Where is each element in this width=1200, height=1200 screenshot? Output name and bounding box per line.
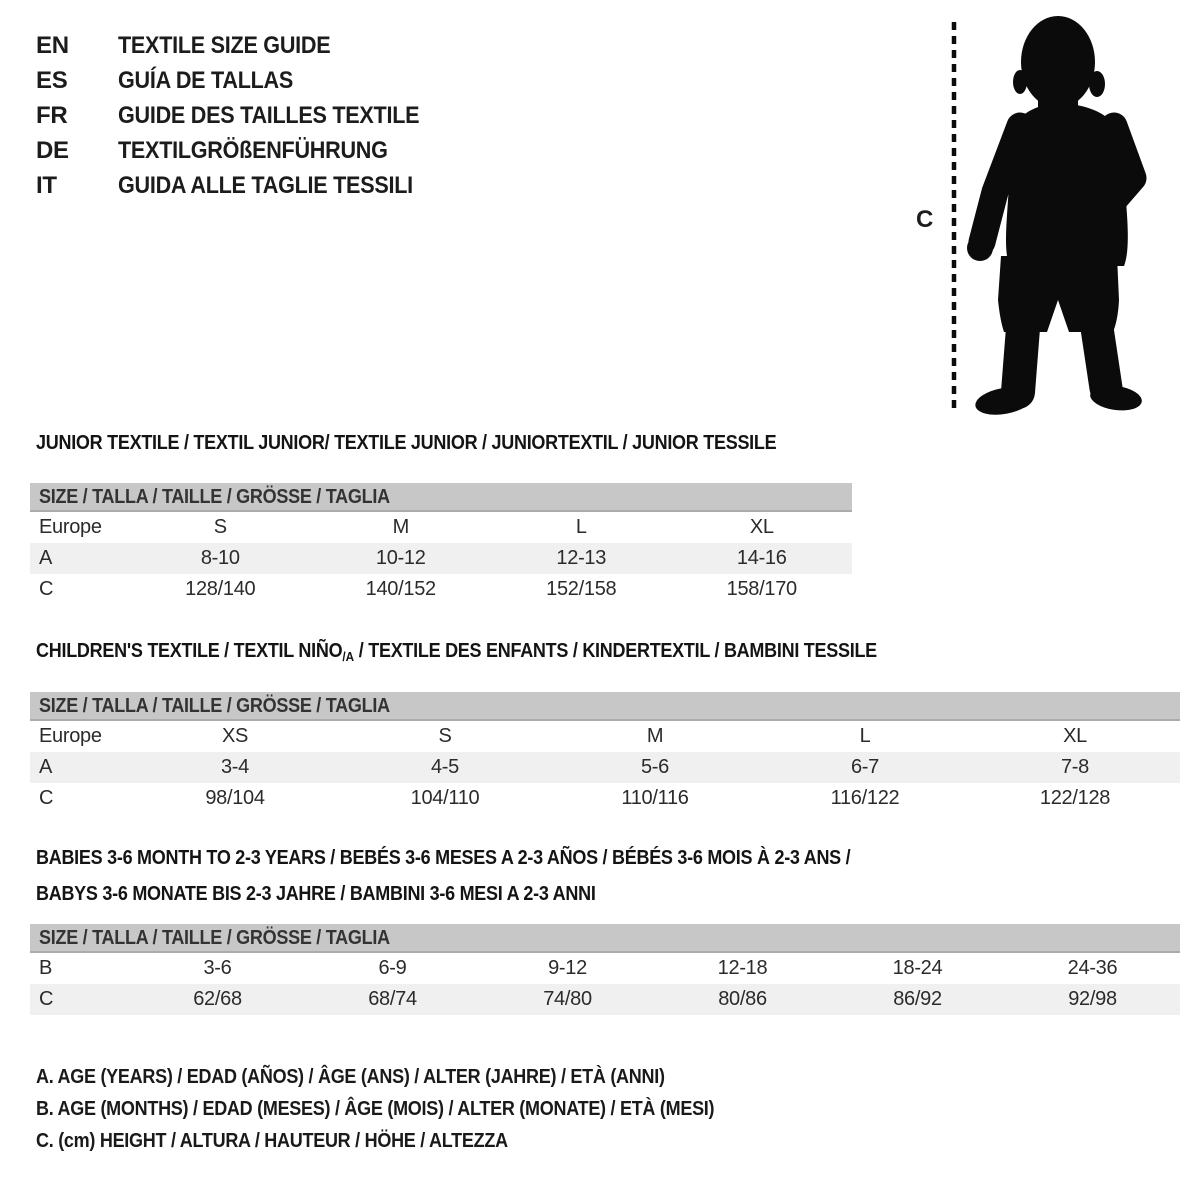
- size-cell: 7-8: [1060, 756, 1089, 778]
- size-cell: XL: [749, 516, 774, 538]
- size-cell: 6-7: [850, 756, 879, 778]
- language-code: EN: [36, 31, 69, 59]
- row-label: Europe: [39, 725, 102, 747]
- toddler-silhouette: [967, 16, 1143, 419]
- figure-graphic: [900, 0, 1200, 440]
- table-row: [30, 512, 852, 543]
- size-cell: XL: [1063, 725, 1087, 747]
- row-label: B: [39, 957, 53, 979]
- babies-size-header: SIZE / TALLA / TAILLE / GRÖSSE / TAGLIA: [30, 924, 1180, 953]
- table-row: [30, 543, 852, 574]
- language-row: [36, 98, 453, 133]
- table-row: [30, 752, 1180, 783]
- children-section-title: CHILDREN'S TEXTILE / TEXTIL $NIÑO_{/A}$ / TEXTILE DES ENFANTS / KINDERTEXTIL / BAMBINI TESSILE: [36, 640, 877, 664]
- size-cell: 12-18: [717, 957, 768, 979]
- size-cell: 86/92: [893, 988, 942, 1010]
- height-measure-label: C: [916, 206, 934, 233]
- junior-section-title: JUNIOR TEXTILE / TEXTIL JUNIOR/ TEXTILE JUNIOR / JUNIORTEXTIL / JUNIOR TESSILE: [36, 432, 777, 454]
- size-cell: M: [392, 516, 409, 538]
- language-code: ES: [36, 66, 68, 94]
- row-label: C: [39, 578, 54, 600]
- table-row: [30, 953, 1180, 984]
- row-label: C: [39, 787, 54, 809]
- size-cell: 62/68: [193, 988, 242, 1010]
- table-row: [30, 574, 852, 605]
- measure-legend: [36, 1066, 790, 1162]
- size-cell: 116/122: [830, 787, 900, 809]
- size-cell: 14-16: [736, 547, 787, 569]
- size-cell: 98/104: [205, 787, 265, 809]
- row-label: A: [39, 756, 53, 778]
- size-cell: 12-13: [556, 547, 607, 569]
- row-label: A: [39, 547, 53, 569]
- size-cell: S: [213, 516, 227, 538]
- size-cell: 10-12: [375, 547, 426, 569]
- size-cell: 8-10: [200, 547, 240, 569]
- size-cell: 3-4: [220, 756, 249, 778]
- size-cell: 9-12: [548, 957, 587, 979]
- legend-line-b: B. AGE (MONTHS) / EDAD (MESES) / ÂGE (MOIS) / ALTER (MONATE) / ETÀ (MESI): [36, 1098, 715, 1120]
- language-row: [36, 133, 453, 168]
- size-cell: 110/116: [621, 787, 689, 809]
- size-cell: 4-5: [430, 756, 459, 778]
- row-label: C: [39, 988, 54, 1010]
- size-cell: L: [859, 725, 871, 747]
- legend-line-a: A. AGE (YEARS) / EDAD (AÑOS) / ÂGE (ANS) / ALTER (JAHRE) / ETÀ (ANNI): [36, 1066, 665, 1088]
- table-row: [30, 984, 1180, 1015]
- language-row: [36, 168, 453, 203]
- language-code: DE: [36, 136, 69, 164]
- size-cell: 5-6: [640, 756, 669, 778]
- babies-section-title-line1: BABIES 3-6 MONTH TO 2-3 YEARS / BEBÉS 3-6 MESES A 2-3 AÑOS / BÉBÉS 3-6 MOIS À 2-3 ANS /: [36, 847, 851, 869]
- children-size-table: [30, 692, 1180, 814]
- junior-size-table: [30, 483, 852, 605]
- size-cell: 152/158: [546, 578, 617, 600]
- junior-size-header: SIZE / TALLA / TAILLE / GRÖSSE / TAGLIA: [30, 483, 852, 512]
- size-cell: 92/98: [1068, 988, 1117, 1010]
- row-label: Europe: [39, 516, 102, 538]
- language-title: GUIDE DES TAILLES TEXTILE: [118, 101, 420, 129]
- size-cell: 80/86: [718, 988, 767, 1010]
- title-subscript: /A: [342, 649, 355, 664]
- size-cell: S: [438, 725, 452, 747]
- table-row: [30, 721, 1180, 752]
- legend-line-c: C. (cm) HEIGHT / ALTURA / HAUTEUR / HÖHE / ALTEZZA: [36, 1130, 508, 1152]
- language-title: TEXTILGRÖßENFÜHRUNG: [118, 136, 388, 164]
- size-cell: 128/140: [185, 578, 256, 600]
- language-title: GUÍA DE TALLAS: [118, 66, 294, 94]
- size-cell: 3-6: [203, 957, 232, 979]
- babies-size-table: [30, 924, 1180, 1015]
- size-cell: L: [575, 516, 587, 538]
- language-title: TEXTILE SIZE GUIDE: [118, 31, 331, 59]
- height-figure: [900, 0, 1200, 440]
- size-cell: 122/128: [1039, 787, 1111, 809]
- size-cell: 74/80: [543, 988, 592, 1010]
- language-title: GUIDA ALLE TAGLIE TESSILI: [118, 171, 413, 199]
- language-title-list: [36, 28, 453, 203]
- language-code: IT: [36, 171, 57, 199]
- language-code: FR: [36, 101, 68, 129]
- size-cell: 68/74: [368, 988, 417, 1010]
- children-size-header: SIZE / TALLA / TAILLE / GRÖSSE / TAGLIA: [30, 692, 1180, 721]
- size-cell: 24-36: [1067, 957, 1118, 979]
- babies-section-title-line2: BABYS 3-6 MONATE BIS 2-3 JAHRE / BAMBINI 3-6 MESI A 2-3 ANNI: [36, 883, 596, 905]
- size-cell: 140/152: [365, 578, 436, 600]
- size-cell: M: [646, 725, 664, 747]
- language-row: [36, 28, 453, 63]
- size-cell: 6-9: [378, 957, 407, 979]
- size-cell: 18-24: [892, 957, 943, 979]
- language-row: [36, 63, 453, 98]
- table-row: [30, 783, 1180, 814]
- size-cell: XS: [221, 725, 249, 747]
- size-cell: 158/170: [726, 578, 797, 600]
- size-cell: 104/110: [410, 787, 480, 809]
